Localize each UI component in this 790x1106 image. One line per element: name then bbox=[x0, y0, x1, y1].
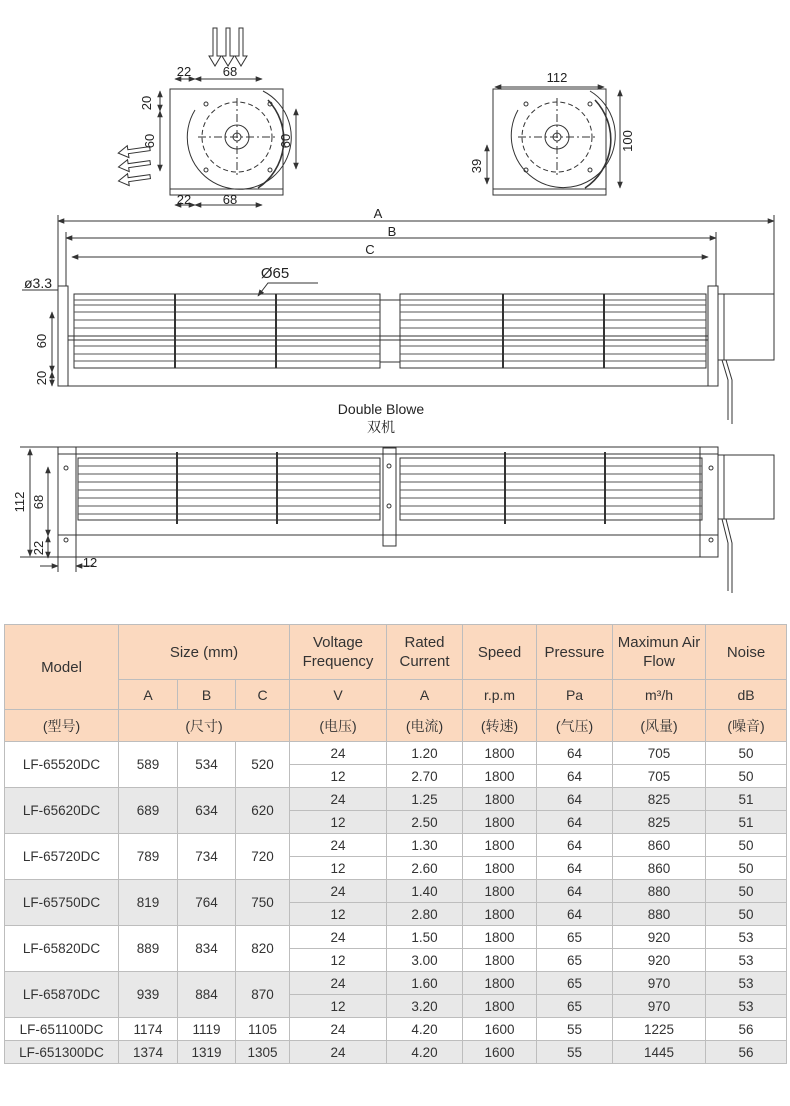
cell-size-a: 689 bbox=[119, 788, 178, 834]
cell-pressure: 55 bbox=[537, 1018, 613, 1041]
header-size-cn: (尺寸) bbox=[119, 710, 290, 742]
dim-label: 20 bbox=[34, 370, 49, 386]
cell-size-c: 1105 bbox=[236, 1018, 290, 1041]
end-view-right bbox=[487, 87, 620, 195]
drawing-title: Double Blowe bbox=[337, 401, 425, 417]
unit-c: C bbox=[236, 680, 290, 710]
header-voltage-cn: (电压) bbox=[290, 710, 387, 742]
spec-table-body bbox=[5, 742, 787, 1064]
cell-voltage: 12 bbox=[290, 995, 387, 1018]
cell-current: 1.50 bbox=[387, 926, 463, 949]
cell-voltage: 12 bbox=[290, 949, 387, 972]
cell-noise: 53 bbox=[706, 926, 787, 949]
cell-airflow: 920 bbox=[613, 949, 706, 972]
cell-noise: 51 bbox=[706, 788, 787, 811]
table-row bbox=[5, 1018, 787, 1041]
cell-airflow: 970 bbox=[613, 972, 706, 995]
table-row bbox=[5, 788, 787, 811]
cell-pressure: 64 bbox=[537, 742, 613, 765]
cell-size-a: 789 bbox=[119, 834, 178, 880]
cell-pressure: 64 bbox=[537, 857, 613, 880]
dim-label: 39 bbox=[469, 158, 484, 174]
cell-voltage: 24 bbox=[290, 926, 387, 949]
cell-noise: 50 bbox=[706, 765, 787, 788]
header-airflow-cn: (风量) bbox=[613, 710, 706, 742]
cell-current: 3.20 bbox=[387, 995, 463, 1018]
cell-model: LF-65820DC bbox=[5, 926, 119, 972]
cell-voltage: 24 bbox=[290, 880, 387, 903]
cell-current: 4.20 bbox=[387, 1018, 463, 1041]
table-row bbox=[5, 972, 787, 995]
cell-size-c: 820 bbox=[236, 926, 290, 972]
cell-airflow: 880 bbox=[613, 903, 706, 926]
header-current: Rated Current bbox=[387, 625, 463, 680]
header-noise-cn: (噪音) bbox=[706, 710, 787, 742]
dim-label: C bbox=[365, 242, 375, 257]
cell-speed: 1800 bbox=[463, 995, 537, 1018]
cell-current: 1.40 bbox=[387, 880, 463, 903]
cell-size-b: 734 bbox=[178, 834, 236, 880]
cell-pressure: 64 bbox=[537, 811, 613, 834]
cell-size-c: 520 bbox=[236, 742, 290, 788]
cell-current: 1.25 bbox=[387, 788, 463, 811]
cell-pressure: 65 bbox=[537, 995, 613, 1018]
cell-noise: 50 bbox=[706, 834, 787, 857]
header-noise: Noise bbox=[706, 625, 787, 680]
cell-current: 1.60 bbox=[387, 972, 463, 995]
bottom-plan-labels bbox=[12, 492, 97, 570]
spec-table bbox=[4, 624, 787, 1064]
cell-voltage: 12 bbox=[290, 857, 387, 880]
table-row bbox=[5, 880, 787, 903]
unit-airflow: m³/h bbox=[613, 680, 706, 710]
cell-size-a: 939 bbox=[119, 972, 178, 1018]
cell-speed: 1800 bbox=[463, 765, 537, 788]
dim-label: 60 bbox=[34, 333, 49, 349]
dim-label: 22 bbox=[176, 64, 192, 79]
dim-label: ø3.3 bbox=[23, 275, 53, 291]
dim-label: 12 bbox=[82, 555, 98, 570]
cell-voltage: 24 bbox=[290, 788, 387, 811]
cell-voltage: 24 bbox=[290, 972, 387, 995]
cell-speed: 1800 bbox=[463, 834, 537, 857]
cell-airflow: 1445 bbox=[613, 1041, 706, 1064]
cell-airflow: 825 bbox=[613, 811, 706, 834]
cell-speed: 1800 bbox=[463, 857, 537, 880]
header-current-cn: (电流) bbox=[387, 710, 463, 742]
cell-pressure: 65 bbox=[537, 926, 613, 949]
drawing-title-cn: 双机 bbox=[367, 419, 395, 435]
cell-current: 3.00 bbox=[387, 949, 463, 972]
cell-voltage: 24 bbox=[290, 742, 387, 765]
cell-model: LF-65750DC bbox=[5, 880, 119, 926]
cell-current: 2.80 bbox=[387, 903, 463, 926]
cell-airflow: 860 bbox=[613, 834, 706, 857]
double-blower-side-view bbox=[22, 215, 774, 424]
cell-size-a: 889 bbox=[119, 926, 178, 972]
cell-pressure: 64 bbox=[537, 903, 613, 926]
cell-voltage: 12 bbox=[290, 811, 387, 834]
cell-pressure: 64 bbox=[537, 834, 613, 857]
cell-current: 1.20 bbox=[387, 742, 463, 765]
cell-noise: 56 bbox=[706, 1041, 787, 1064]
cell-noise: 50 bbox=[706, 903, 787, 926]
cell-size-b: 884 bbox=[178, 972, 236, 1018]
end-view-left bbox=[117, 28, 296, 205]
unit-a: A bbox=[119, 680, 178, 710]
cell-model: LF-651300DC bbox=[5, 1041, 119, 1064]
unit-pressure: Pa bbox=[537, 680, 613, 710]
cell-current: 4.20 bbox=[387, 1041, 463, 1064]
dim-label: B bbox=[387, 224, 397, 239]
cell-speed: 1800 bbox=[463, 949, 537, 972]
dim-label: 60 bbox=[142, 133, 157, 149]
cell-pressure: 65 bbox=[537, 972, 613, 995]
unit-speed: r.p.m bbox=[463, 680, 537, 710]
cell-airflow: 880 bbox=[613, 880, 706, 903]
cell-size-c: 1305 bbox=[236, 1041, 290, 1064]
cell-size-c: 620 bbox=[236, 788, 290, 834]
cell-size-b: 834 bbox=[178, 926, 236, 972]
dim-label: 112 bbox=[546, 70, 568, 85]
end-view-left-labels bbox=[139, 64, 293, 207]
cell-pressure: 64 bbox=[537, 765, 613, 788]
dim-label: 22 bbox=[31, 540, 46, 556]
dim-label: 68 bbox=[31, 494, 46, 510]
cell-speed: 1800 bbox=[463, 742, 537, 765]
cell-speed: 1800 bbox=[463, 788, 537, 811]
cell-model: LF-65520DC bbox=[5, 742, 119, 788]
dim-label: A bbox=[373, 206, 383, 221]
cell-size-b: 1119 bbox=[178, 1018, 236, 1041]
dim-label: Ø65 bbox=[260, 265, 290, 282]
cell-noise: 53 bbox=[706, 972, 787, 995]
cell-airflow: 705 bbox=[613, 765, 706, 788]
cell-voltage: 12 bbox=[290, 765, 387, 788]
unit-b: B bbox=[178, 680, 236, 710]
cell-airflow: 970 bbox=[613, 995, 706, 1018]
cell-size-c: 720 bbox=[236, 834, 290, 880]
dim-label: 100 bbox=[620, 130, 635, 152]
header-pressure: Pressure bbox=[537, 625, 613, 680]
cell-speed: 1800 bbox=[463, 811, 537, 834]
table-row bbox=[5, 926, 787, 949]
cell-size-a: 589 bbox=[119, 742, 178, 788]
cell-size-b: 1319 bbox=[178, 1041, 236, 1064]
header-voltage: Voltage Frequency bbox=[290, 625, 387, 680]
unit-voltage: V bbox=[290, 680, 387, 710]
airflow-arrows-top bbox=[209, 28, 247, 66]
cell-speed: 1800 bbox=[463, 972, 537, 995]
cell-size-b: 634 bbox=[178, 788, 236, 834]
cell-speed: 1600 bbox=[463, 1041, 537, 1064]
cell-speed: 1800 bbox=[463, 903, 537, 926]
cell-speed: 1800 bbox=[463, 926, 537, 949]
cell-voltage: 24 bbox=[290, 834, 387, 857]
unit-current: A bbox=[387, 680, 463, 710]
cell-current: 2.70 bbox=[387, 765, 463, 788]
table-row bbox=[5, 834, 787, 857]
cell-size-b: 534 bbox=[178, 742, 236, 788]
cell-size-b: 764 bbox=[178, 880, 236, 926]
dim-label: 60 bbox=[278, 133, 293, 149]
cell-model: LF-65720DC bbox=[5, 834, 119, 880]
cell-current: 1.30 bbox=[387, 834, 463, 857]
table-row bbox=[5, 1041, 787, 1064]
header-model: Model bbox=[5, 625, 119, 710]
header-size: Size (mm) bbox=[119, 625, 290, 680]
bottom-plan-view bbox=[20, 447, 774, 593]
unit-noise: dB bbox=[706, 680, 787, 710]
cell-airflow: 1225 bbox=[613, 1018, 706, 1041]
dim-label: 112 bbox=[12, 491, 27, 513]
cell-speed: 1600 bbox=[463, 1018, 537, 1041]
cell-model: LF-651100DC bbox=[5, 1018, 119, 1041]
cell-pressure: 64 bbox=[537, 880, 613, 903]
cell-airflow: 860 bbox=[613, 857, 706, 880]
header-speed: Speed bbox=[463, 625, 537, 680]
cell-noise: 56 bbox=[706, 1018, 787, 1041]
cell-voltage: 12 bbox=[290, 903, 387, 926]
cell-noise: 50 bbox=[706, 880, 787, 903]
header-model-cn: (型号) bbox=[5, 710, 119, 742]
dim-label: 20 bbox=[139, 95, 154, 111]
cell-size-a: 1174 bbox=[119, 1018, 178, 1041]
cell-voltage: 24 bbox=[290, 1018, 387, 1041]
table-row bbox=[5, 742, 787, 765]
header-pressure-cn: (气压) bbox=[537, 710, 613, 742]
cell-pressure: 65 bbox=[537, 949, 613, 972]
cell-pressure: 64 bbox=[537, 788, 613, 811]
dim-label: 22 bbox=[176, 192, 192, 207]
cell-airflow: 920 bbox=[613, 926, 706, 949]
dim-label: 68 bbox=[222, 64, 238, 79]
header-speed-cn: (转速) bbox=[463, 710, 537, 742]
cell-airflow: 825 bbox=[613, 788, 706, 811]
cell-size-c: 870 bbox=[236, 972, 290, 1018]
airflow-arrows-left bbox=[117, 143, 151, 187]
cell-speed: 1800 bbox=[463, 880, 537, 903]
cell-noise: 50 bbox=[706, 742, 787, 765]
cell-current: 2.60 bbox=[387, 857, 463, 880]
cell-size-c: 750 bbox=[236, 880, 290, 926]
cell-airflow: 705 bbox=[613, 742, 706, 765]
cell-size-a: 819 bbox=[119, 880, 178, 926]
cell-noise: 50 bbox=[706, 857, 787, 880]
cell-voltage: 24 bbox=[290, 1041, 387, 1064]
cell-noise: 53 bbox=[706, 949, 787, 972]
cell-size-a: 1374 bbox=[119, 1041, 178, 1064]
header-airflow: Maximun Air Flow bbox=[613, 625, 706, 680]
cell-pressure: 55 bbox=[537, 1041, 613, 1064]
cell-noise: 53 bbox=[706, 995, 787, 1018]
dim-label: 68 bbox=[222, 192, 238, 207]
cell-model: LF-65870DC bbox=[5, 972, 119, 1018]
cell-noise: 51 bbox=[706, 811, 787, 834]
cell-model: LF-65620DC bbox=[5, 788, 119, 834]
cell-current: 2.50 bbox=[387, 811, 463, 834]
